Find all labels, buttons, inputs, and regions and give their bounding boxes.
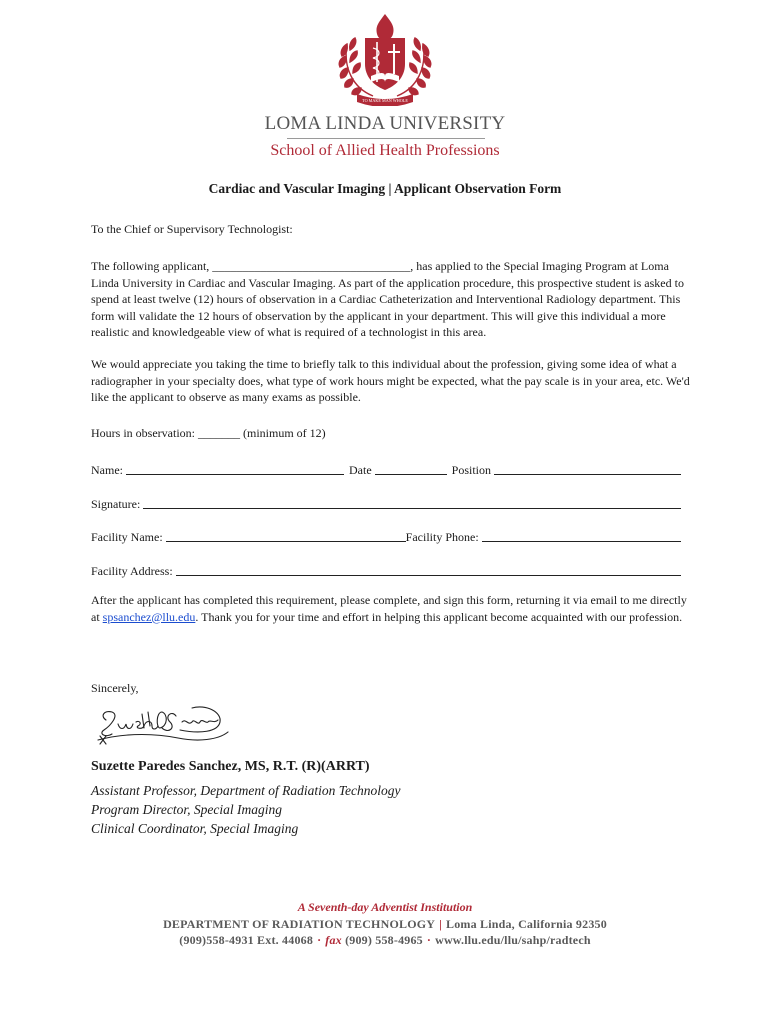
handwritten-signature: [92, 700, 232, 756]
name-field[interactable]: [126, 462, 344, 475]
intro-paragraph: The following applicant, _________________________________, has applied to the Special Imaging Program at Loma Linda University in Cardiac and Vascular Imaging. As part of the application procedure, this prospective student is asked to spend at least twelve (12) hours of observation in a Cardiac Catheterization and Interventional Radiology department. This form will validate the 12 hours of observation by the applicant in your department. This will give this individual a more realistic and knowledgeable view of what is required of a technologist in this area.: [91, 259, 684, 339]
name-label: Name:: [91, 463, 123, 477]
signature-label: Signature:: [91, 497, 141, 511]
signer-title-1: Assistant Professor, Department of Radiation Technology: [91, 783, 401, 798]
footer-website[interactable]: www.llu.edu/llu/sahp/radtech: [435, 933, 591, 947]
seal-motto: TO MAKE MAN WHOLE: [362, 98, 408, 103]
facility-address-row: [91, 561, 681, 579]
header-divider: [287, 138, 485, 139]
facility-address-field[interactable]: [176, 563, 681, 576]
position-label: Position: [451, 463, 492, 477]
facility-row: [91, 527, 681, 545]
salutation: To the Chief or Supervisory Technologist:: [91, 222, 293, 236]
signer-titles: [91, 781, 401, 838]
position-field[interactable]: [494, 462, 681, 475]
footer-phone: (909)558-4931 Ext. 44068: [179, 933, 314, 947]
facility-phone-label: Facility Phone:: [405, 530, 479, 544]
facility-address-label: Facility Address:: [91, 564, 173, 578]
signature-field[interactable]: [143, 496, 681, 509]
footer-contact-line: [0, 933, 770, 948]
footer-separator: |: [439, 917, 442, 931]
facility-name-field[interactable]: [166, 529, 406, 542]
facility-name-label: Facility Name:: [91, 530, 163, 544]
name-date-position-row: [91, 460, 681, 478]
date-field[interactable]: [375, 462, 447, 475]
email-link[interactable]: spsanchez@llu.edu: [102, 609, 196, 624]
closing-text-after: . Thank you for your time and effort in helping this applicant become acquainted with our profession.: [195, 609, 683, 624]
footer-tagline: A Seventh-day Adventist Institution: [297, 900, 473, 914]
school-name: School of Allied Health Professions: [270, 142, 500, 159]
closing-text-before: After the applicant has completed this requirement, please complete, and sign this form, returning it via email to me directly at: [91, 593, 687, 624]
university-seal-logo: [333, 10, 437, 106]
signer-title-3: Clinical Coordinator, Special Imaging: [91, 821, 299, 836]
date-label: Date: [349, 463, 372, 477]
signature-row: [91, 494, 681, 512]
facility-phone-field[interactable]: [482, 529, 681, 542]
closing-paragraph: [91, 592, 691, 625]
sincerely: Sincerely,: [91, 681, 139, 695]
footer-location: Loma Linda, California 92350: [445, 917, 607, 931]
signer-title-2: Program Director, Special Imaging: [91, 802, 282, 817]
footer-dot-separator-2: ·: [426, 933, 432, 947]
footer-department-line: [0, 917, 770, 932]
footer-dot-separator: ·: [317, 933, 322, 947]
request-paragraph: We would appreciate you taking the time to briefly talk to this individual about the profession, giving some idea of what a radiographer in your specialty does, what type of work hours might be expected, what the pay scale is in your area, etc. We'd like the applicant to observe as many exams as possible.: [91, 357, 690, 404]
footer-department: DEPARTMENT OF RADIATION TECHNOLOGY: [163, 917, 436, 931]
hours-in-observation: Hours in observation: _______ (minimum of 12): [91, 426, 326, 440]
university-name: LOMA LINDA UNIVERSITY: [264, 113, 506, 134]
signer-name: Suzette Paredes Sanchez, MS, R.T. (R)(ARRT): [91, 759, 370, 774]
form-title: Cardiac and Vascular Imaging | Applicant Observation Form: [208, 181, 562, 196]
footer-fax: (909) 558-4965: [345, 933, 423, 947]
footer-fax-label: fax: [325, 933, 342, 947]
